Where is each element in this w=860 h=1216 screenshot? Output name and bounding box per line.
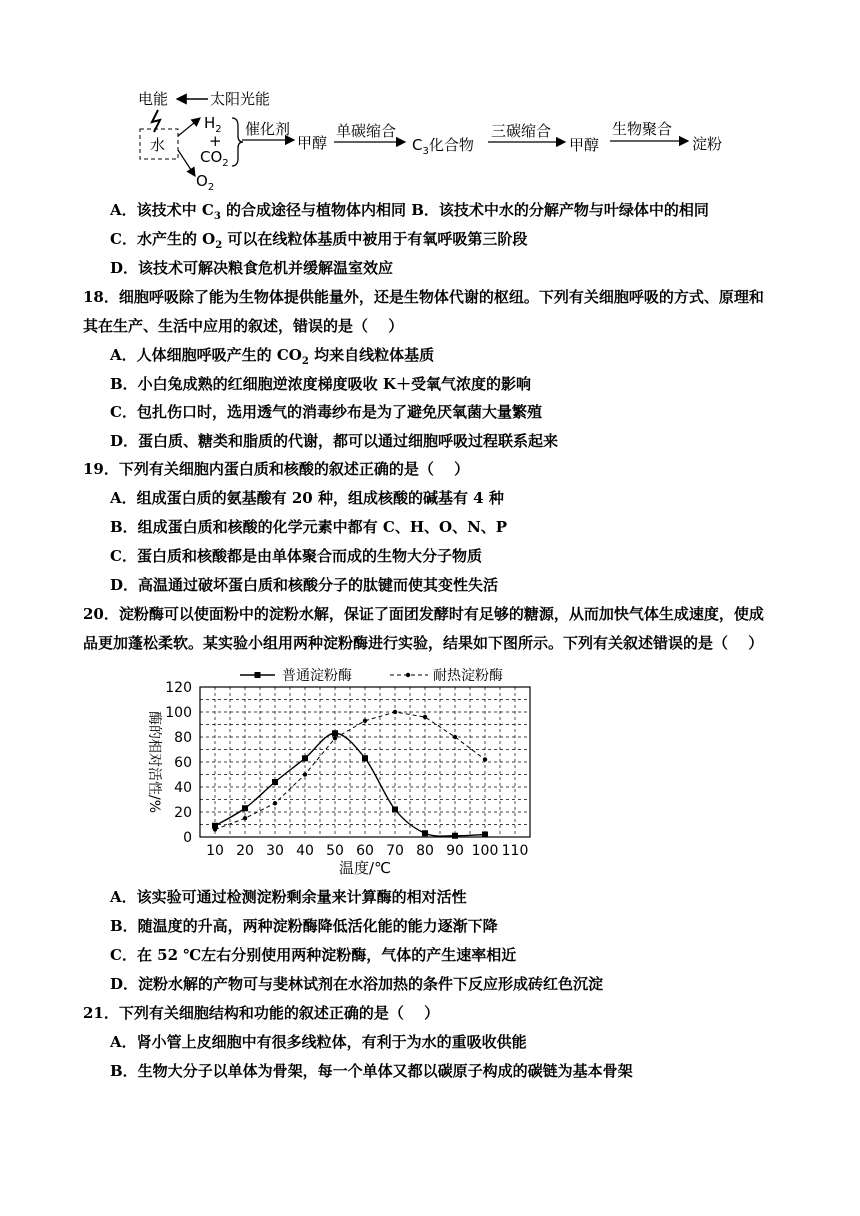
plus-label: + (209, 132, 222, 150)
q19-option-a: A．组成蛋白质的氨基酸有 20 种，组成核酸的碱基有 4 种 (110, 489, 504, 507)
y-tick-label: 80 (174, 730, 192, 746)
enzyme-activity-chart (0, 660, 860, 890)
series-heat-stable-point (393, 710, 397, 714)
series-normal-point (482, 832, 488, 838)
y-tick-label: 40 (174, 780, 192, 796)
y-axis-label: 酶的相对活性/% (146, 710, 162, 814)
series-normal-point (452, 833, 458, 839)
x-tick-label: 80 (416, 843, 434, 859)
q20-option-d: D．淀粉水解的产物可与斐林试剂在水浴加热的条件下反应形成砖红色沉淀 (110, 975, 604, 993)
o2-label: $O_2$ (196, 172, 215, 193)
q19-option-d: D．高温通过破坏蛋白质和核酸分子的肽键而使其变性失活 (110, 576, 499, 594)
x-axis-label: 温度/℃ (339, 859, 391, 877)
x-tick-label: 90 (446, 843, 464, 859)
y-tick-label: 20 (174, 805, 192, 821)
q18-option-a: A．人体细胞呼吸产生的 $CO_2$ 均来自线粒体基质 (110, 346, 435, 367)
water-to-h2-arrow (178, 118, 200, 136)
q21-option-b: B．生物大分子以单体为骨架，每一个单体又都以碳原子构成的碳链为基本骨架 (110, 1062, 633, 1080)
catalyst-label: 催化剂 (245, 120, 291, 138)
series-normal-point (362, 755, 368, 761)
water-to-o2-arrow (178, 150, 195, 176)
q21-option-a: A．肾小管上皮细胞中有很多线粒体，有利于为水的重吸收供能 (110, 1033, 527, 1051)
x-tick-label: 30 (266, 843, 284, 859)
series-normal-point (242, 805, 248, 811)
series-heat-stable-point (483, 757, 487, 761)
y-tick-label: 0 (183, 830, 192, 846)
q19-stem: 19．下列有关细胞内蛋白质和核酸的叙述正确的是（ ） (83, 460, 470, 478)
q21-stem: 21．下列有关细胞结构和功能的叙述正确的是（ ） (83, 1004, 440, 1022)
legend-heat-stable-label: 耐热淀粉酶 (433, 668, 503, 684)
x-tick-label: 20 (236, 843, 254, 859)
water-label: 水 (150, 136, 166, 154)
q20-option-c: C．在 52 ℃左右分别使用两种淀粉酶，气体的产生速率相近 (110, 946, 517, 964)
c3-compound-label: $C_3$化合物 (412, 136, 474, 157)
q18-option-b: B．小白兔成熟的红细胞逆浓度梯度吸收 K＋受氧气浓度的影响 (110, 375, 531, 393)
series-normal-point (422, 830, 428, 836)
q18-stem-line2: 其在生产、生活中应用的叙述，错误的是（ ） (83, 317, 404, 335)
electric-energy-label: 电能 (138, 90, 169, 108)
series-heat-stable-point (453, 735, 457, 739)
legend-normal-label: 普通淀粉酶 (282, 668, 352, 684)
q20-stem-line2: 品更加蓬松柔软。某实验小组用两种淀粉酶进行实验，结果如下图所示。下列有关叙述错误的是（ ） (83, 634, 764, 652)
starch-label: 淀粉 (692, 135, 723, 153)
y-tick-label: 60 (174, 755, 192, 771)
x-tick-label: 70 (386, 843, 404, 859)
x-tick-label: 110 (501, 843, 529, 859)
q17-option-d: D．该技术可解决粮食危机并缓解温室效应 (110, 259, 394, 277)
three-carbon-label: 三碳缩合 (491, 122, 552, 140)
q18-option-d: D．蛋白质、糖类和脂质的代谢，都可以通过细胞呼吸过程联系起来 (110, 432, 559, 450)
q19-option-b: B．组成蛋白质和核酸的化学元素中都有 C、H、O、N、P (110, 518, 508, 536)
q18-stem-line1: 18．细胞呼吸除了能为生物体提供能量外，还是生物体代谢的枢纽。下列有关细胞呼吸的方式、原理和 (83, 288, 764, 306)
series-normal-point (212, 823, 218, 829)
methanol-1-label: 甲醇 (297, 134, 328, 152)
x-tick-label: 40 (296, 843, 314, 859)
single-carbon-label: 单碳缩合 (336, 122, 397, 140)
series-heat-stable-point (363, 719, 367, 723)
q17-option-c: C．水产生的 $O_2$ 可以在线粒体基质中被用于有氧呼吸第三阶段 (110, 230, 528, 251)
series-heat-stable-point (333, 736, 337, 740)
legend-normal-marker (255, 672, 261, 678)
bio-polymer-label: 生物聚合 (612, 120, 673, 138)
x-tick-label: 100 (471, 843, 499, 859)
h2-label: $H_2$ (204, 114, 222, 135)
legend-heat-stable-marker (406, 673, 410, 677)
x-tick-label: 50 (326, 843, 344, 859)
series-heat-stable-point (243, 816, 247, 820)
series-heat-stable-point (303, 772, 307, 776)
co2-label: $CO_2$ (200, 148, 229, 169)
q20-stem-line1: 20．淀粉酶可以使面粉中的淀粉水解，保证了面团发酵时有足够的糖源，从而加快气体生成速度，使成 (83, 605, 764, 623)
series-normal-point (302, 755, 308, 761)
solar-energy-label: 太阳光能 (210, 90, 271, 108)
q17-option-a: A．该技术中 $C_3$ 的合成途径与植物体内相同 B．该技术中水的分解产物与叶绿体中的相同 (110, 201, 709, 222)
y-tick-label: 120 (165, 680, 192, 696)
x-tick-label: 10 (206, 843, 224, 859)
series-normal-point (392, 807, 398, 813)
q18-option-c: C．包扎伤口时，选用透气的消毒纱布是为了避免厌氧菌大量繁殖 (110, 403, 542, 421)
x-tick-label: 60 (356, 843, 374, 859)
series-heat-stable-point (273, 801, 277, 805)
q20-option-b: B．随温度的升高，两种淀粉酶降低活化能的能力逐渐下降 (110, 917, 498, 935)
series-normal-point (272, 779, 278, 785)
q20-option-a: A．该实验可通过检测淀粉剩余量来计算酶的相对活性 (110, 888, 467, 906)
brace (232, 118, 243, 166)
methanol-2-label: 甲醇 (569, 136, 600, 154)
series-heat-stable-point (423, 715, 427, 719)
q19-option-c: C．蛋白质和核酸都是由单体聚合而成的生物大分子物质 (110, 547, 482, 565)
series-normal-point (332, 730, 338, 736)
y-tick-label: 100 (165, 705, 192, 721)
